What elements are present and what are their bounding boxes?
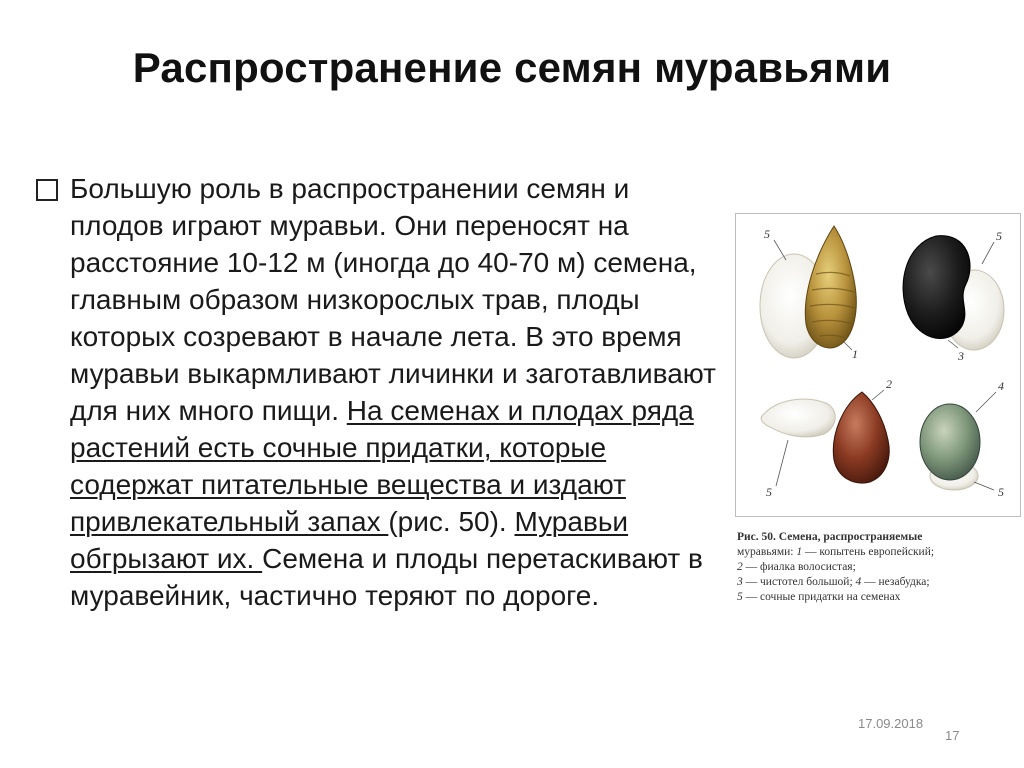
label-3: 3 xyxy=(958,349,964,363)
seed-2-appendage xyxy=(761,399,835,437)
caption-line-2 xyxy=(737,545,1021,560)
bullet-paragraph xyxy=(36,170,726,614)
main-text-block xyxy=(36,170,726,614)
seed-1-illustration xyxy=(760,226,856,358)
caption-line-4-num-1: 3 xyxy=(737,576,743,588)
caption-line-5-num: 5 xyxy=(737,591,743,603)
seed-illustration xyxy=(736,214,1020,516)
caption-line-4-mid: — чистотел большой; xyxy=(742,576,856,588)
label-5-bottom-right: 5 xyxy=(998,485,1004,499)
seed-figure xyxy=(735,213,1021,517)
paragraph-outro: Семена и плоды перетаскивают в муравейник, частично теряют по дороге. xyxy=(70,543,703,611)
caption-line-3-post: — фиалка волосистая; xyxy=(742,561,856,573)
label-1: 1 xyxy=(852,347,858,361)
slide-title: Распространение семян муравьями xyxy=(132,44,892,91)
seed-2-body xyxy=(833,392,889,483)
caption-line-4-num-2: 4 xyxy=(855,576,862,588)
caption-line-1: Рис. 50. Семена, распространяемые xyxy=(737,531,923,543)
label-2: 2 xyxy=(886,377,892,391)
caption-line-4-post: — незабудка; xyxy=(861,576,930,588)
caption-line-5 xyxy=(737,590,1021,605)
footer-page-number: 17 xyxy=(945,728,960,743)
seed-3-body xyxy=(903,236,970,339)
seed-4-body xyxy=(920,404,980,480)
label-5-bottom-left: 5 xyxy=(766,485,772,499)
footer-date: 17.09.2018 xyxy=(858,716,924,731)
paragraph-middle: (рис. 50). xyxy=(388,506,515,537)
label-5-top-left: 5 xyxy=(764,227,770,241)
caption-line-2-num: 1 xyxy=(796,546,803,558)
seed-1-body xyxy=(805,226,856,348)
caption-line-3-num: 2 xyxy=(737,561,743,573)
paragraph-text xyxy=(70,170,726,614)
caption-line-2-pre: муравьями: xyxy=(737,546,797,558)
paragraph-underlined-1: На семенах и плодах ряда растений есть сочные придатки, которые содержат питательные вещества и издают привлекательный запах xyxy=(70,395,694,537)
figure-caption xyxy=(737,530,1021,605)
seed-4-illustration xyxy=(920,404,980,490)
caption-line-2-post: — копытень европейский; xyxy=(802,546,935,558)
paragraph-underlined-2: Муравьи обгрызают их. xyxy=(70,506,629,574)
label-4: 4 xyxy=(998,379,1004,393)
caption-line-5-post: — сочные придатки на семенах xyxy=(742,591,901,603)
seed-3-illustration xyxy=(903,236,1004,350)
caption-line-3 xyxy=(737,560,1021,575)
caption-line-4 xyxy=(737,575,1021,590)
paragraph-intro: Большую роль в распространении семян и плодов играют муравьи. Они переносят на расстояние 10-12 м (иногда до 40-70 м) семена, главным образом низкорослых трав, плоды которых созревают в начале лета. В это время муравьи выкармливают личинки и заготавливают для них много пищи. xyxy=(70,173,716,426)
checkbox-bullet-icon xyxy=(36,179,58,201)
label-5-top-right: 5 xyxy=(996,229,1002,243)
